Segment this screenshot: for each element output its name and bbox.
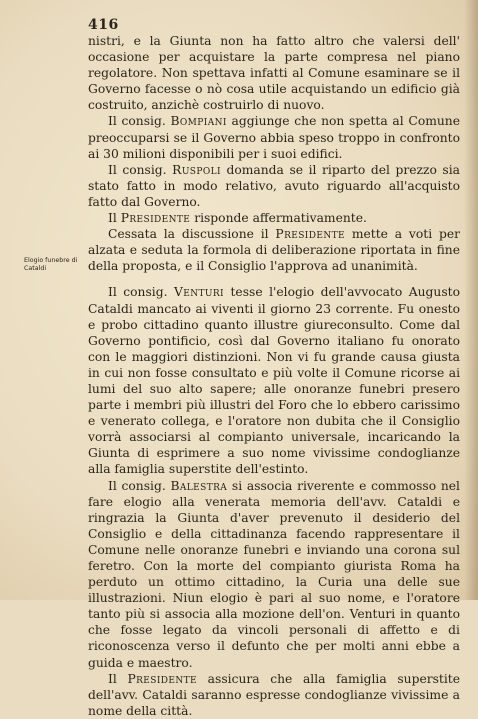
paragraph-text: Il: [108, 671, 128, 686]
paragraph: [88, 113, 460, 161]
paragraph-text: Il consig.: [108, 114, 171, 129]
speaker-name: Bompiani: [170, 114, 227, 129]
paragraph-text: Il consig.: [108, 478, 171, 493]
speaker-name: Presidente: [127, 671, 198, 686]
paragraph-text: Il consig.: [108, 162, 173, 177]
speaker-name: Venturi: [173, 285, 225, 300]
page-number: 416: [88, 17, 119, 33]
speaker-name: Ruspoli: [172, 162, 221, 177]
paragraph-text: Il consig.: [108, 285, 174, 300]
speaker-name: Balestra: [170, 478, 228, 493]
paragraph-text: tesse l'elogio dell'avvocato Augusto Cataldi mancato ai viventi il giorno 23 corrente. Fu onesto e probo cittadino quanto illustre giureconsulto. Come dal Governo pontificio, così dal Governo italiano fu onorato con le maggiori distinzioni. Non vi fu grande causa giusta in cui non fosse consultato e più volte il Comune ricorse ai lumi del suo alto sapere; alle onoranze funebri presero parte i membri più illustri del Foro che lo ebbero carissimo e venerato collega, e l'oratore non dubita che il Consiglio vorrà associarsi al compianto universale, incaricando la Giunta di esprimere a suo nome vivissime condoglianze alla famiglia superstite dell'estinto.: [88, 285, 460, 477]
paragraph: [88, 210, 460, 226]
paragraph: [88, 478, 460, 671]
paragraph-text: Cessata la discussione il: [108, 227, 276, 242]
margin-note-line: Cataldi: [24, 264, 47, 272]
paragraph-text: Il: [108, 211, 121, 226]
speaker-name: Presidente: [275, 227, 345, 242]
paragraph-text: si associa riverente e commosso nel fare elogio alla venerata memoria dell'avv. Cataldi e ringrazia la Giunta d'aver prevenuto il desiderio del Consiglio e della cittadinanza facendo rappresentare il Comune nelle onoranze funebri e inviando una corona sul feretro. Con la morte del compianto giurista Roma ha perduto un ottimo cittadino, la Curia una delle sue illustrazioni. Niun elogio è pari al suo nome, e l'oratore tanto più si associa alla mozione dell'on. Venturi in quanto che fosse legato da vincoli personali di affetto e di riconoscenza verso il defunto che per molti anni ebbe a guida e maestro.: [88, 478, 460, 670]
paragraph-text: assicura che alla famiglia superstite dell'avv. Cataldi saranno espresse condoglianze vivissime a nome della città.: [88, 671, 461, 718]
paragraph: [88, 33, 460, 113]
paragraph-text: risponde affermativamente.: [190, 211, 367, 226]
paragraph: [88, 284, 460, 477]
paragraph-text: domanda se il riparto del prezzo sia stato fatto in modo relativo, avuto riguardo all'acquisto fatto dal Governo.: [88, 162, 460, 209]
margin-note-line: Elogio funebre di: [24, 257, 78, 264]
paragraph: [88, 226, 460, 274]
paragraph-text: nistri, e la Giunta non ha fatto altro che valersi dell' occasione per acquistare la parte compresa nel piano regolatore. Non spettava infatti al Comune esaminare se il Governo facesse o nò cosa utile acquistando un edificio già costruito, anzichè costruirlo di nuovo.: [88, 34, 460, 113]
body-text: [88, 33, 460, 719]
paragraph-text: aggiunge che non spetta al Comune preoccuparsi se il Governo abbia speso troppo in confronto ai 30 milioni disponibili per i suoi edifici.: [88, 114, 460, 161]
paragraph: [88, 162, 460, 210]
paragraph-text: mette a voti per alzata e seduta la formola di deliberazione riportata in fine della proposta, e il Consiglio l'approva ad unanimità.: [88, 227, 460, 274]
page-gutter-shadow: [464, 0, 478, 600]
speaker-name: Presidente: [120, 211, 191, 226]
paragraph: [88, 671, 460, 719]
